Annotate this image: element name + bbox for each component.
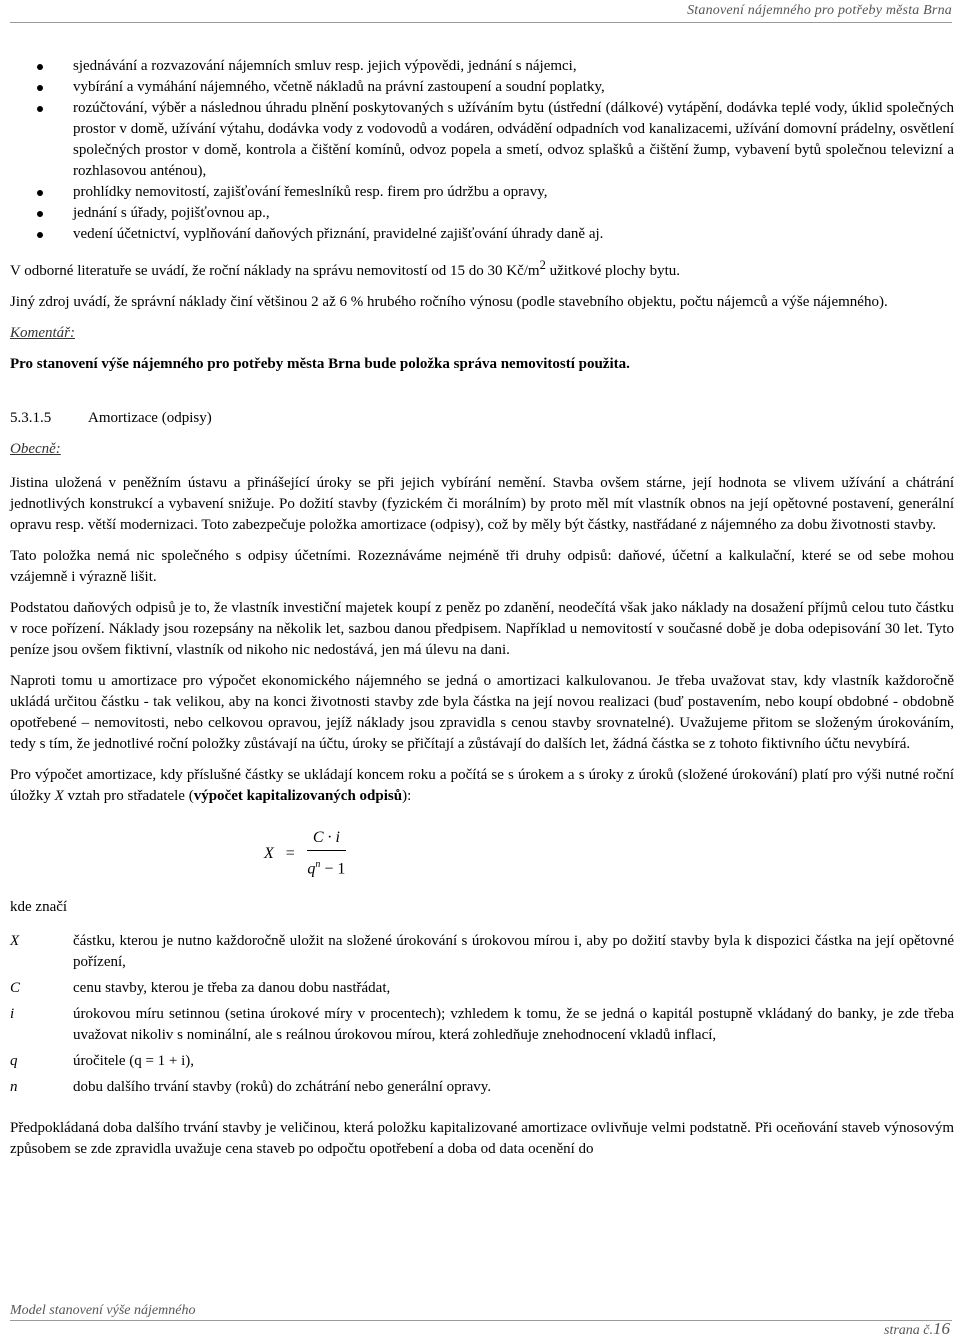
formula-equals: = [285, 844, 295, 862]
list-item-text: sjednávání a rozvazování nájemních smluv resp. jejich výpovědi, jednání s nájemci, [73, 58, 577, 74]
list-item-text: vybírání a vymáhání nájemného, včetně nákladů na právní zastoupení a soudní poplatky, [73, 79, 605, 95]
section-number: 5.3.1.5 [10, 410, 52, 426]
definition-symbol: i [10, 1006, 15, 1022]
list-item [10, 77, 954, 98]
header-divider [10, 22, 952, 23]
comment-label: Komentář: [10, 325, 75, 341]
bullet-icon [37, 64, 43, 70]
list-item [10, 182, 954, 203]
formula-fraction [307, 827, 346, 879]
savings-formula [264, 827, 346, 879]
bullet-icon [37, 85, 43, 91]
general-label: Obecně: [10, 441, 61, 457]
bullet-icon [37, 211, 43, 217]
formula-intro-paragraph [10, 765, 954, 807]
formula-block [10, 807, 954, 887]
page-body [10, 56, 954, 1160]
formula-den-exponent: n [315, 859, 321, 870]
other-source-paragraph: Jiný zdroj uvádí, že správní náklady činí většinou 2 až 6 % hrubého ročního výnosu (podle stavebního objektu, počtu nájemců a výše nájemného). [10, 294, 888, 310]
bullet-list [10, 56, 954, 245]
formula-numerator: C · i [307, 827, 346, 851]
formula-den-base: q [307, 860, 316, 878]
list-item [10, 98, 954, 182]
definition-text: cenu stavby, kterou je třeba za danou dobu nastřádat, [73, 980, 391, 996]
bullet-icon [37, 190, 43, 196]
comment-text: Pro stanovení výše nájemného pro potřeby města Brna bude položka správa nemovitostí použita. [10, 356, 630, 372]
section-heading [10, 408, 954, 429]
literature-text: V odborné literatuře se uvádí, že roční náklady na správu nemovitostí od 15 do 30 Kč/m [10, 263, 540, 279]
list-item-text: jednání s úřady, pojišťovnou ap., [73, 205, 270, 221]
paragraph: Jistina uložená v peněžním ústavu a přinášející úroky se při jejich vybírání nemění. Stavba ovšem stárne, její hodnota se vlivem užívání a chátrání jednotlivých konstrukcí a vybavení snižuje. Po dožití stavby (fyzickém či morálním) by proto měl mít vlastník obnos na její opětovné postavení, generální opravu resp. větší modernizaci. Toto zabezpečuje položka amortizace (odpisy), což by měly být částky, nastřádané z nájemného za dobu životnosti stavby. [10, 475, 954, 533]
definitions-list [10, 931, 954, 1098]
superscript-2: 2 [539, 258, 546, 272]
definition-row [10, 1004, 954, 1046]
formula-denominator [307, 851, 345, 879]
running-header: Stanovení nájemného pro potřeby města Brna [687, 3, 952, 18]
definition-text: dobu dalšího trvání stavby (roků) do zchátrání nebo generální opravy. [73, 1079, 492, 1095]
page-number-prefix: strana č. [884, 1323, 933, 1338]
page-number [884, 1318, 950, 1341]
intro-text: Pro výpočet amortizace, kdy příslušné částky se ukládají koncem roku a počítá se s úrokem a s úroky z úroků (složené úrokování) platí pro výši nutné roční úložky [10, 767, 954, 804]
formula-lhs: X [264, 844, 274, 862]
definition-row [10, 1077, 954, 1098]
definition-row [10, 931, 954, 973]
definition-text: úročitele (q = 1 + i), [73, 1053, 195, 1069]
paragraph: Tato položka nemá nic společného s odpisy účetními. Rozeznáváme nejméně tři druhy odpisů: daňové, účetní a kalkulační, které se od sebe mohou vzájemně i výrazně lišit. [10, 548, 954, 585]
section-title: Amortizace (odpisy) [88, 410, 212, 426]
variable-x: X [54, 788, 64, 804]
definition-symbol: n [10, 1079, 18, 1095]
definition-row [10, 1051, 954, 1072]
list-item [10, 224, 954, 245]
literature-paragraph [10, 255, 954, 282]
footer-title: Model stanovení výše nájemného [10, 1303, 196, 1318]
definition-text: částku, kterou je nutno každoročně uložit na složené úrokování s úrokovou mírou i, aby po dožití stavby byla k dispozici částka na její opětovné pořízení, [73, 933, 954, 970]
list-item-text: vedení účetnictví, vyplňování daňových přiznání, pravidelné zajišťování úhrady daně aj. [73, 226, 604, 242]
list-item [10, 56, 954, 77]
intro-text-end: ): [402, 788, 412, 804]
where-label: kde značí [10, 899, 68, 915]
intro-text-middle: vztah pro střadatele ( [63, 788, 194, 804]
literature-text-end: užitkové plochy bytu. [545, 263, 680, 279]
definition-symbol: q [10, 1053, 18, 1069]
intro-bold-term: výpočet kapitalizovaných odpisů [193, 788, 403, 804]
page-number-value: 16 [933, 1319, 950, 1338]
paragraph: Naproti tomu u amortizace pro výpočet ekonomického nájemného se jedná o amortizaci kalkulovanou. Je třeba uvažovat stav, kdy vlastník každoročně ukládá určitou částku - tak velikou, aby na konci životnosti stavby zde byla částka na její novou realizaci (buď postavením, nebo koupí obdobné - obdobně opotřebené – nemovitosti, nebo celkovou opravou, jejíž náklady jsou zpravidla s cenou stavby srovnatelné). Uvažujeme přitom se složeným úrokováním, tedy s tím, že jednotlivé roční položky zůstávají na účtu, úroky se přičítají a zůstávají do dalších let, žádná částka se z tohoto fiktivního účtu nevybírá. [10, 673, 954, 752]
definition-symbol: X [10, 933, 20, 949]
bullet-icon [37, 232, 43, 238]
list-item-text: prohlídky nemovitostí, zajišťování řemeslníků resp. firem pro údržbu a opravy, [73, 184, 548, 200]
paragraph: Podstatou daňových odpisů je to, že vlastník investiční majetek koupí z peněz po zdanění, neodečítá však jako náklady na dosažení příjmů celou tuto částku v roce pořízení. Náklady jsou rozepsány na několik let, sazbou danou předpisem. Například u nemovitostí v současné době je doba odepisování 30 let. Tyto peníze jsou ovšem fiktivní, vlastník od nikoho nic nedostává, jen má úlevu na dani. [10, 600, 954, 658]
bullet-icon [37, 106, 43, 112]
formula-den-rest: − 1 [320, 860, 346, 878]
definition-symbol: C [10, 980, 21, 996]
definition-text: úrokovou míru setinnou (setina úrokové míry v procentech); vzhledem k tomu, že se jedná o kapitál postupně vkládaný do banky, je zde třeba uvažovat nikoliv s nominální, ale s reálnou úrokovou mírou, která zohledňuje znehodnocení vkladů inflací, [73, 1006, 954, 1043]
list-item-text: rozúčtování, výběr a následnou úhradu plnění poskytovaných s užíváním bytu (ústřední (dálkové) vytápění, dodávka teplé vody, úklid společných prostor v domě, užívání výtahu, dodávka vody z vodovodů a vodáren, odvádění odpadních vod kanalizacemi, užívání domovní prádelny, osvětlení společných prostor v domě, kontrola a čištění komínů, odvoz popela a smetí, odvoz splašků a čištění žump, vybavení bytů společnou televizní a rozhlasovou anténou), [73, 100, 954, 179]
definition-row [10, 978, 954, 999]
final-paragraph: Předpokládaná doba dalšího trvání stavby je veličinou, která položku kapitalizované amortizace ovlivňuje velmi podstatně. Při oceňování staveb výnosovým způsobem se zde zpravidla uvažuje cena staveb po odpočtu opotřebení a doba od data ocenění do [10, 1120, 954, 1157]
list-item [10, 203, 954, 224]
